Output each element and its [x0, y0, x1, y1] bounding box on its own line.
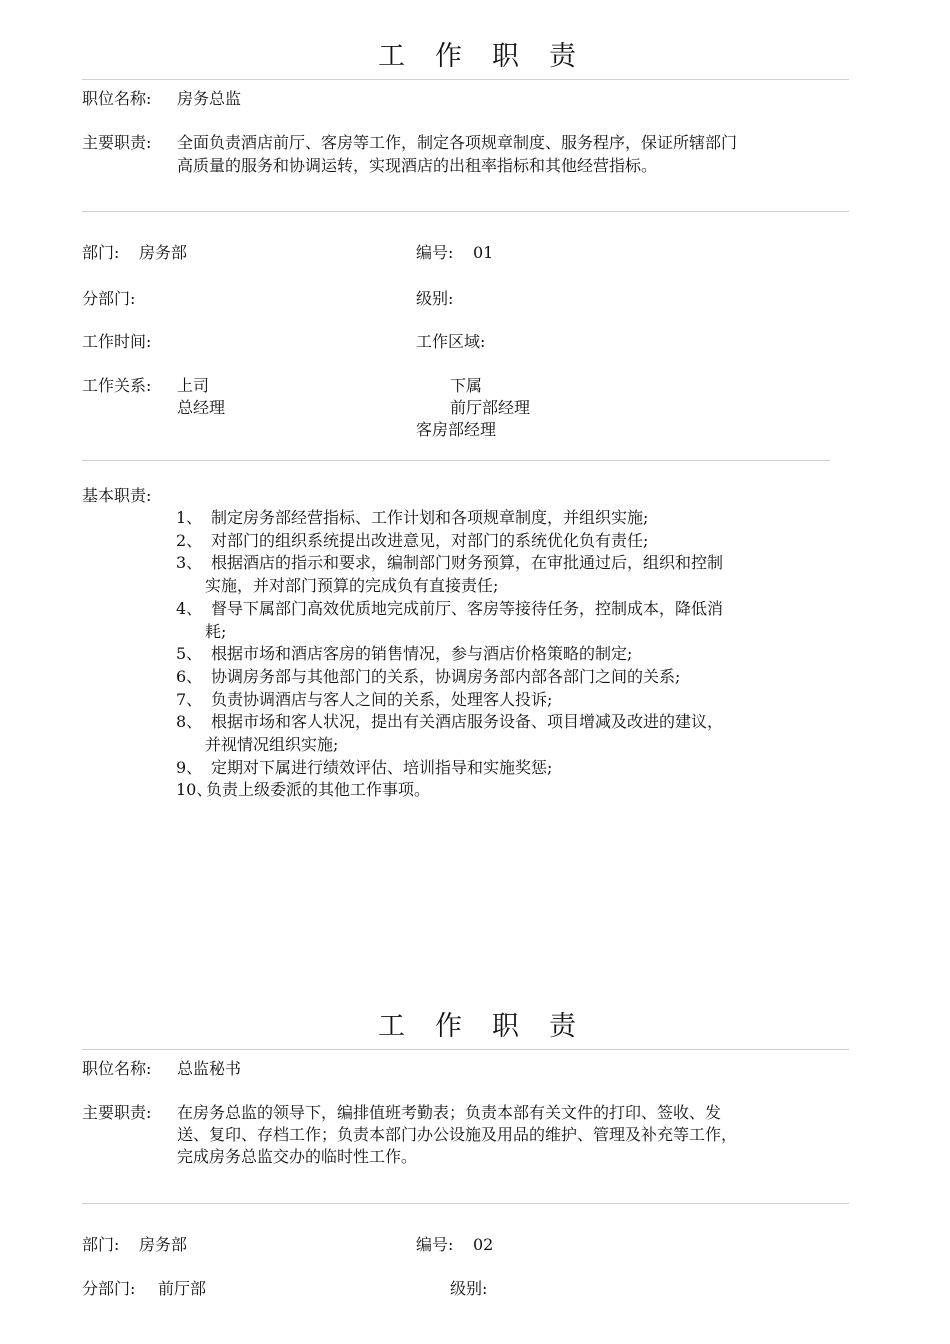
duty-text: 根据市场和酒店客房的销售情况，参与酒店价格策略的制定; [211, 644, 633, 664]
doc2-section-divider [82, 1203, 849, 1204]
duty-number: 7、 [176, 689, 203, 709]
doc1-title-divider [82, 79, 849, 80]
duty-item [176, 779, 836, 802]
duty-text: 负责上级委派的其他工作事项。 [206, 780, 431, 800]
doc2-position-value: 总监秘书 [177, 1059, 242, 1078]
duty-number: 3、 [176, 553, 203, 573]
doc2-main-duty-line-1: 在房务总监的领导下，编排值班考勤表；负责本部有关文件的打印、签收、发 [177, 1103, 722, 1122]
doc1-dept-label: 部门: [82, 243, 120, 262]
duty-item [176, 598, 836, 643]
duty-text: 负责协调酒店与客人之间的关系，处理客人投诉; [211, 689, 553, 709]
duty-text-line: 根据酒店的指示和要求，编制部门财务预算，在审批通过后，组织和控制 [211, 553, 724, 573]
doc2-main-duty-line-2: 送、复印、存档工作；负责本部门办公设施及用品的维护、管理及补充等工作， [177, 1125, 738, 1144]
doc2-title: 工作职责 [378, 1011, 606, 1042]
duty-text-line: 实施，并对部门预算的完成负有直接责任; [205, 576, 499, 596]
doc2-main-duty-label: 主要职责: [82, 1103, 152, 1122]
duty-item [176, 507, 836, 530]
doc1-relation-label: 工作关系: [82, 376, 152, 395]
duty-number: 2、 [176, 530, 203, 550]
doc1-main-duty-label: 主要职责: [82, 133, 152, 152]
doc1-subdept-label: 分部门: [82, 289, 136, 308]
duty-text-line: 耗; [205, 621, 227, 641]
duty-item [176, 530, 836, 553]
doc1-duty-list [176, 507, 836, 802]
doc1-dept-value: 房务部 [139, 243, 188, 262]
doc2-subdept-value: 前厅部 [158, 1279, 207, 1298]
duty-text: 定期对下属进行绩效评估、培训指导和实施奖惩; [211, 757, 553, 777]
duty-number: 4、 [176, 598, 203, 618]
doc1-level-label: 级别: [416, 289, 454, 308]
doc1-position-value: 房务总监 [177, 89, 242, 108]
doc1-subordinate-1: 前厅部经理 [450, 398, 531, 417]
duty-item [176, 711, 836, 756]
duty-text-line: 督导下属部门高效优质地完成前厅、客房等接待任务，控制成本，降低消 [211, 598, 724, 618]
doc2-level-label: 级别: [450, 1279, 488, 1298]
duty-text: 制定房务部经营指标、工作计划和各项规章制度，并组织实施; [211, 508, 649, 527]
duty-item [176, 643, 836, 666]
duty-number: 9、 [176, 757, 203, 777]
doc1-worktime-label: 工作时间: [82, 332, 152, 351]
doc1-relation-divider [82, 460, 830, 461]
duty-item [176, 757, 836, 780]
duty-number: 1、 [176, 508, 203, 527]
doc2-subdept-label: 分部门: [82, 1279, 136, 1298]
doc1-main-duty-line-2: 高质量的服务和协调运转，实现酒店的出租率指标和其他经营指标。 [177, 156, 658, 175]
doc1-subordinate-label: 下属 [450, 376, 483, 395]
duty-text-line: 并视情况组织实施; [205, 735, 339, 755]
doc1-title: 工作职责 [378, 41, 606, 72]
doc1-workarea-label: 工作区域: [416, 332, 486, 351]
doc1-code-value: 01 [473, 243, 494, 262]
duty-number: 6、 [176, 666, 203, 686]
duty-number: 8、 [176, 712, 203, 732]
doc1-superior-value: 总经理 [177, 398, 226, 417]
doc2-main-duty-line-3: 完成房务总监交办的临时性工作。 [177, 1147, 418, 1166]
duty-text [205, 552, 836, 597]
duty-text: 对部门的组织系统提出改进意见，对部门的系统优化负有责任; [211, 530, 649, 550]
doc2-dept-label: 部门: [82, 1235, 120, 1254]
duty-text: 协调房务部与其他部门的关系，协调房务部内部各部门之间的关系; [211, 666, 681, 686]
doc2-position-label: 职位名称: [82, 1059, 152, 1078]
doc1-subordinate-2: 客房部经理 [416, 420, 497, 439]
doc1-main-duty-line-1: 全面负责酒店前厅、客房等工作，制定各项规章制度、服务程序，保证所辖部门 [177, 133, 738, 152]
doc2-code-value: 02 [473, 1235, 494, 1254]
duty-item [176, 666, 836, 689]
duty-item [176, 552, 836, 597]
doc2-code-label: 编号: [416, 1235, 454, 1254]
duty-text [205, 711, 836, 756]
doc1-code-label: 编号: [416, 243, 454, 262]
doc1-position-label: 职位名称: [82, 89, 152, 108]
doc1-superior-label: 上司 [177, 376, 210, 395]
duty-item [176, 689, 836, 712]
doc2-dept-value: 房务部 [139, 1235, 188, 1254]
duty-number: 5、 [176, 644, 203, 664]
doc2-title-divider [82, 1049, 849, 1050]
duty-number: 10、 [176, 780, 213, 800]
doc1-basic-duty-label: 基本职责: [82, 486, 152, 505]
duty-text [205, 598, 836, 643]
doc1-section-divider [82, 211, 849, 212]
duty-text-line: 根据市场和客人状况，提出有关酒店服务设备、项目增减及改进的建议， [211, 712, 724, 732]
